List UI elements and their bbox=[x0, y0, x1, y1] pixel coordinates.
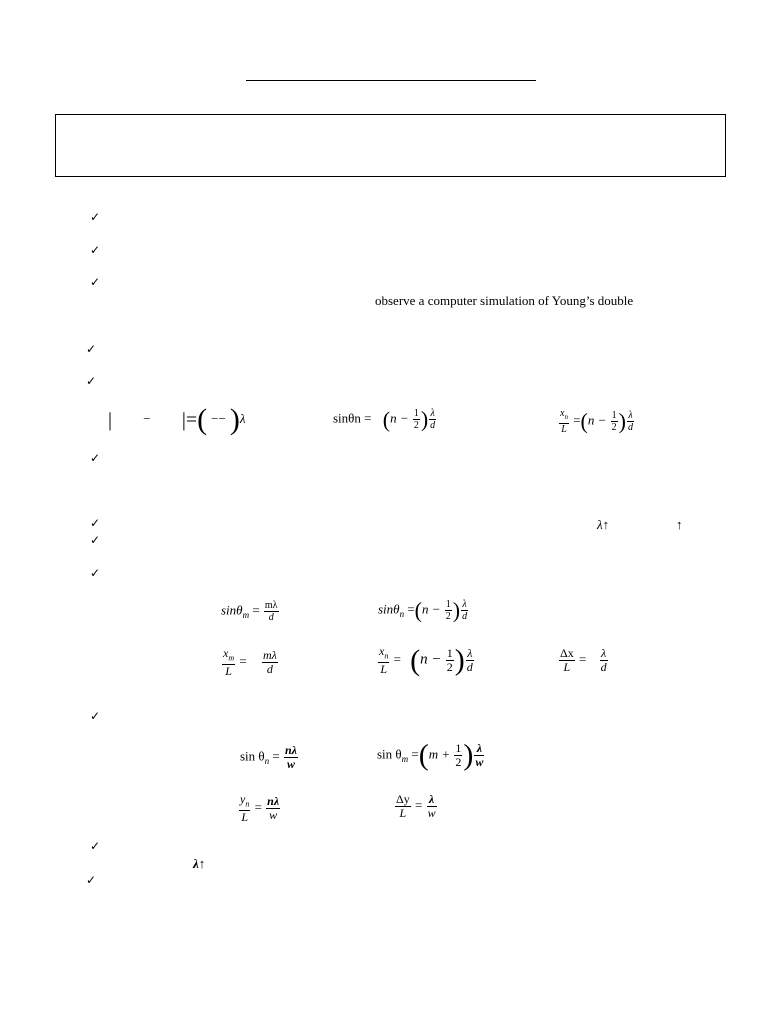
check-icon: ✓ bbox=[86, 873, 97, 887]
lambda-arrow: λ↑ bbox=[597, 517, 610, 532]
check-icon: ✓ bbox=[90, 451, 101, 465]
check-icon: ✓ bbox=[90, 275, 101, 289]
check-icon: ✓ bbox=[90, 243, 101, 257]
equation-delta-y: $\frac{\Delta y}{L}$ = $\frac{\lambda}{w}$ bbox=[396, 792, 436, 820]
instruction-box bbox=[55, 114, 726, 177]
check-icon: ✓ bbox=[90, 839, 101, 853]
lambda-arrow: λ↑ bbox=[193, 856, 206, 871]
equation-sin-theta-n: sinθn = (n − $\frac{1}{2}$ ) $\frac{\lambda}{d}$ bbox=[333, 406, 436, 432]
equation-sin-theta-n-2: sinθ$_n$ =(n − $\frac{1}{2}$ ) $\frac{\lambda}{d}$ bbox=[378, 597, 468, 623]
equation-delta-x: $\frac{\Delta x}{L}$ = $\frac{\lambda}{d}$ bbox=[560, 646, 607, 674]
equation-sin-theta-m: sinθ$_m$ = $\frac{m\lambda}{d}$ bbox=[221, 600, 278, 623]
check-icon: ✓ bbox=[90, 533, 101, 547]
equation-xm-over-l: $\frac{x_m}{L}$ = $\frac{m\lambda}{d}$ bbox=[223, 646, 277, 679]
up-arrow-icon: ↑ bbox=[676, 517, 683, 532]
check-icon: ✓ bbox=[90, 516, 101, 530]
equation-yn-over-l: $\frac{y_n}{L}$ = $\frac{n\lambda}{w}$ bbox=[240, 792, 280, 825]
equation-single-slit-sin-n: $\sin \theta_n$ = $\frac{n\lambda}{w}$ bbox=[240, 743, 297, 771]
check-icon: ✓ bbox=[90, 566, 101, 580]
equation-single-slit-sin-m: $\sin \theta_m =(m$ + $\frac{1}{2}$ ) $\frac{\lambda}{w}$ bbox=[377, 738, 484, 772]
check-icon: ✓ bbox=[90, 709, 101, 723]
equation-xn-over-l-2: $\frac{x_n}{L}$ = (n − $\frac{1}{2}$ ) $\frac{\lambda}{d}$ bbox=[379, 643, 473, 677]
title-underline bbox=[246, 80, 536, 81]
check-icon: ✓ bbox=[86, 374, 97, 388]
check-icon: ✓ bbox=[86, 342, 97, 356]
equation-xn-over-l: $\frac{x_n}{L}$ =(n − $\frac{1}{2}$ ) $\frac{\lambda}{d}$ bbox=[560, 408, 633, 435]
simulation-text: observe a computer simulation of Young’s double bbox=[375, 293, 634, 308]
equation-path-difference: | − |=( −− )λ bbox=[108, 403, 246, 437]
check-icon: ✓ bbox=[90, 210, 101, 224]
